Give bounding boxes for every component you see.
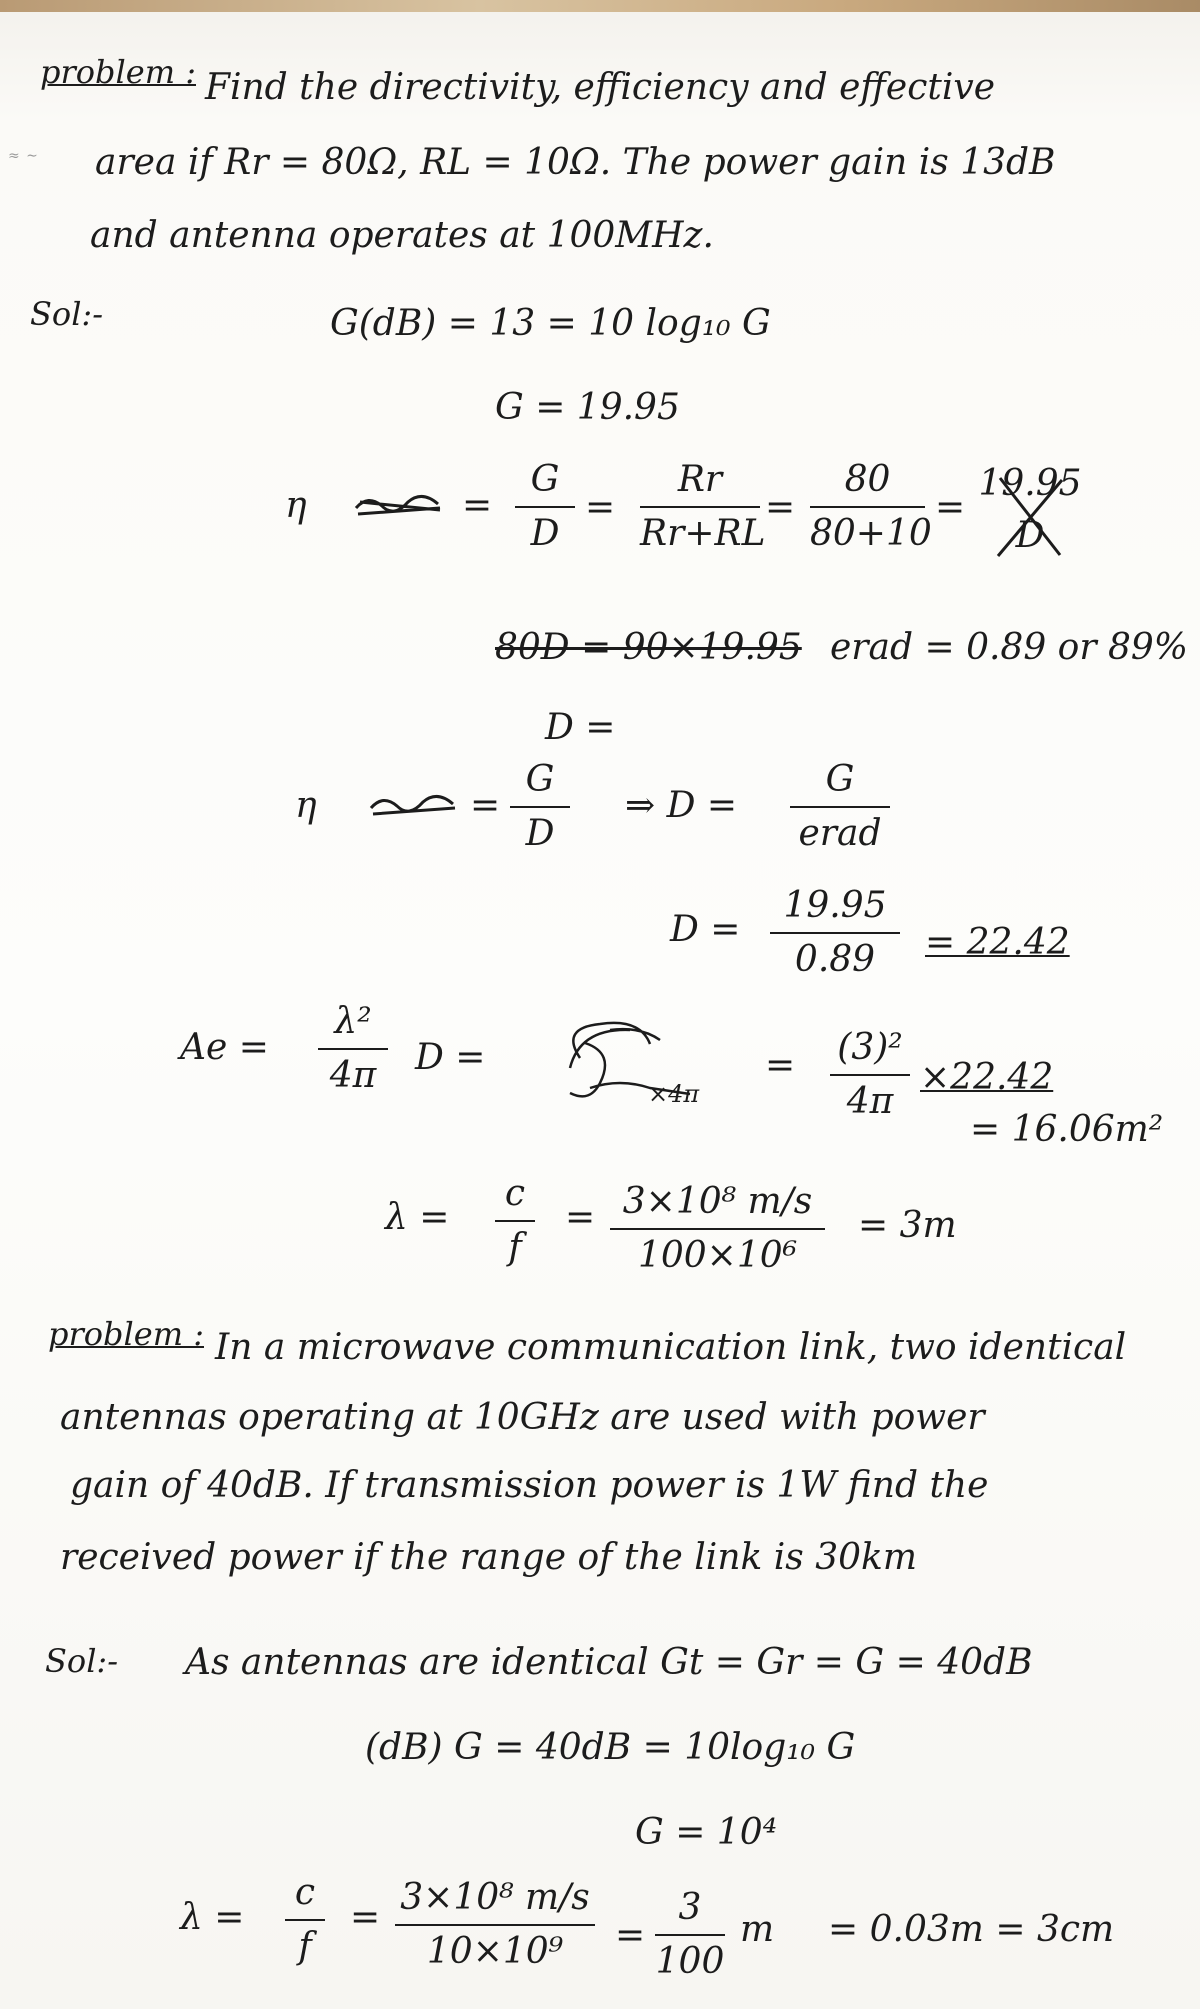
solution2-fraction-3-over-100 [655, 1887, 725, 1982]
solution1-label: Sol:- [30, 295, 104, 333]
solution2-lambda-equals: = [350, 1897, 381, 1938]
ae-times-d: ×22.42 [920, 1057, 1054, 1098]
fraction-ae-numeric [830, 1027, 910, 1122]
fraction-denominator: Rr+RL [640, 513, 766, 554]
fraction-numerator: G [825, 759, 855, 800]
fraction-g-over-d [515, 459, 575, 554]
fraction-numerator: 3 [678, 1887, 702, 1928]
fraction-denominator: 4π [846, 1081, 894, 1122]
fraction-lambda-calc [610, 1181, 825, 1276]
fraction-denominator: f [508, 1227, 522, 1268]
ae-lhs: Ae = [180, 1027, 269, 1068]
fraction-bar [770, 932, 900, 934]
fraction-80-over-90 [810, 459, 932, 554]
solution2-lambda-result: = 0.03m = 3cm [828, 1909, 1115, 1950]
lambda-lhs: λ = [385, 1197, 450, 1238]
problem2-heading: problem : [48, 1315, 204, 1353]
fraction-bar [655, 1934, 725, 1936]
fraction-bar [515, 506, 575, 508]
problem1-heading: problem : [40, 53, 196, 91]
problem2-line2: antennas operating at 10GHz are used with power [60, 1397, 985, 1438]
cross-out-mark [980, 470, 1080, 565]
fraction-d-calculation [770, 885, 900, 980]
fraction-numerator: c [294, 1872, 316, 1913]
eta-symbol-2: η [295, 785, 317, 826]
fraction-bar [640, 506, 760, 508]
fraction-rr-over-sum [640, 459, 766, 554]
struck-80d-line: 80D = 90×19.95 [495, 627, 802, 668]
problem1-line2: area if Rr = 80Ω, RL = 10Ω. The power gain is 13dB [95, 142, 1056, 183]
fraction-denominator: D [530, 513, 560, 554]
fraction-lambda-sq-over-4pi [318, 1001, 388, 1096]
solution2-lambda-equals-2: = [615, 1915, 646, 1956]
scribbled-working [550, 1018, 720, 1108]
fraction-numerator: Rr [677, 459, 723, 500]
scribbled-erad-label-2 [365, 790, 465, 824]
fraction-numerator: λ² [334, 1001, 372, 1042]
solution2-gain-value: G = 10⁴ [635, 1812, 778, 1853]
equals-sign: = [935, 487, 966, 528]
fraction-bar [830, 1074, 910, 1076]
solution2-gain-db: (dB) G = 40dB = 10log₁₀ G [365, 1727, 856, 1768]
fraction-numerator: 3×10⁸ m/s [400, 1877, 590, 1918]
fraction-g-over-erad [790, 759, 890, 854]
solution2-fraction-c-over-f [285, 1872, 325, 1967]
fraction-bar [285, 1919, 325, 1921]
fraction-denominator: erad [798, 813, 882, 854]
solution2-label: Sol:- [45, 1642, 119, 1680]
fraction-numerator: c [504, 1173, 526, 1214]
equals-sign: = [585, 487, 616, 528]
fraction-numerator: 19.95 [783, 885, 887, 926]
fraction-denominator: 10×10⁹ [426, 1931, 564, 1972]
problem1-line1: Find the directivity, efficiency and effective [205, 67, 996, 108]
scribbled-erad-label [350, 490, 450, 524]
fraction-denominator: 0.89 [794, 939, 876, 980]
fraction-numerator: G [530, 459, 560, 500]
d-calc-lhs: D = [670, 909, 741, 950]
fraction-denominator: D [1015, 515, 1045, 556]
d-unfinished: D = [545, 707, 616, 748]
solution2-line1: As antennas are identical Gt = Gr = G = 40dB [185, 1642, 1033, 1683]
erad-result: erad = 0.89 or 89% [830, 627, 1189, 668]
lambda-result: = 3m [858, 1205, 957, 1246]
solution2-fraction-lambda-calc [395, 1877, 595, 1972]
eta-equals: = [462, 485, 493, 526]
fraction-bar [510, 806, 570, 808]
problem2-line4: received power if the range of the link is 30km [60, 1537, 917, 1578]
fraction-bar [810, 506, 925, 508]
solution2-unit-m: m [740, 1909, 775, 1950]
implies-d-equals: ⇒ D = [625, 785, 738, 826]
fraction-g-over-d-2 [510, 759, 570, 854]
fraction-numerator: G [525, 759, 555, 800]
gain-value: G = 19.95 [495, 387, 680, 428]
fraction-bar [610, 1228, 825, 1230]
fraction-numerator: 19.95 [978, 463, 1082, 504]
problem1-line3: and antenna operates at 100MHz. [90, 215, 714, 256]
ae-result: = 16.06m² [970, 1109, 1164, 1150]
fraction-denominator: 80+10 [810, 513, 932, 554]
fraction-bar [395, 1924, 595, 1926]
ae-d-equals: D = [415, 1037, 486, 1078]
gain-db-equation: G(dB) = 13 = 10 log₁₀ G [330, 303, 771, 344]
lambda-equals: = [565, 1197, 596, 1238]
fraction-numerator: 3×10⁸ m/s [622, 1181, 813, 1222]
problem2-line3: gain of 40dB. If transmission power is 1W find the [70, 1465, 989, 1506]
page-top-edge [0, 0, 1200, 12]
eta-symbol: η [285, 485, 307, 526]
svg-text:×4π: ×4π [648, 1080, 700, 1108]
ae-equals-2: = [765, 1045, 796, 1086]
eta-equals-2: = [470, 785, 501, 826]
fraction-bar [318, 1048, 388, 1050]
fraction-denominator: 100×10⁶ [637, 1235, 798, 1276]
fraction-numerator: 80 [844, 459, 891, 500]
d-result: = 22.42 [925, 922, 1070, 963]
solution2-lambda-lhs: λ = [180, 1897, 245, 1938]
fraction-denominator: 4π [329, 1055, 377, 1096]
bleed-through-marks: ≈ ∼ [8, 148, 39, 164]
problem2-line1: In a microwave communication link, two identical [215, 1327, 1127, 1368]
fraction-denominator: f [298, 1926, 312, 1967]
equals-sign: = [765, 487, 796, 528]
fraction-bar [495, 1220, 535, 1222]
fraction-numerator: (3)² [837, 1027, 903, 1068]
fraction-denominator: 100 [655, 1941, 725, 1982]
fraction-c-over-f [495, 1173, 535, 1268]
fraction-denominator: D [525, 813, 555, 854]
fraction-bar [790, 806, 890, 808]
